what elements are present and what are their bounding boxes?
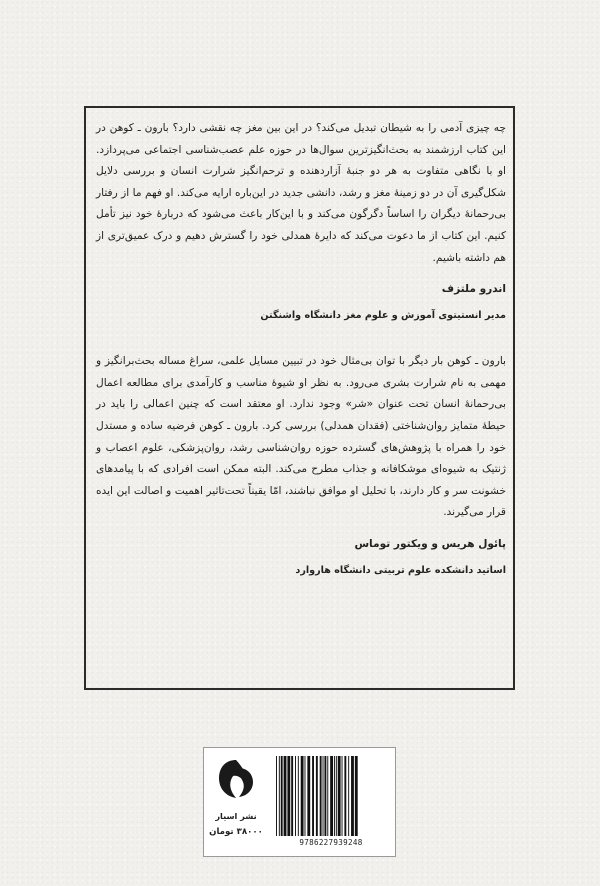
blurb-paragraph: بارون ـ کوهن بار دیگر با توان بی‌مثال خود در تبیین مسایل علمی، سراغ مساله بحث‌برانگیز و مهمی به نام شرارت بشری می‌رود. به نظر او شیوهٔ مناسب و کارآمدی برای مطالعه اعمال بی‌رحمانهٔ انسان تحت عنوان «شر» وجود ندارد. او معتقد است که چنین اعمالی را باید در حیطهٔ متمایز روان‌شناختی (فقدان همدلی) بررسی کرد. بارون ـ کوهن فرضیه ساده و مستدل خود را همراه با پژوهش‌های گسترده حوزه روان‌شناسی رشد، روان‌پزشکی، علوم اعصاب و ژنتیک به شیوه‌ای موشکافانه و جذاب مطرح می‌کند. البته ممکن است افرادی که با پیامدهای خشونت سر و کار دارند، با تحلیل او موافق نباشند، امّا یقیناً تحت‌تاثیر اهمیت و اصالت این ایده قرار می‌گیرند. — [96, 355, 506, 519]
isbn-number: 9786227939248 — [299, 838, 363, 847]
blurb-content — [96, 118, 506, 578]
barcode-image — [274, 756, 388, 836]
blurb-paragraph: چه چیزی آدمی را به شیطان تبدیل می‌کند؟ در این بین مغز چه نقشی دارد؟ بارون ـ کوهن در این کتاب ارزشمند به بحث‌انگیزترین سوال‌ها در حوزه علم عصب‌شناسی اجتماعی می‌پردازد. او با نگاهی متفاوت به هر دو جنبهٔ آزاردهنده و ترحم‌انگیز شرارت انسان و بررسی دلایل شکل‌گیری آن در دو زمینهٔ مغز و رشد، دانشی جدید در این‌باره ارایه می‌کند. او فهم ما از رفتار بی‌رحمانهٔ دیگران را اساساً دگرگون می‌کند و با این‌کار باعث می‌شود که دربارهٔ خود نیز تأمل کنیم. این کتاب از ما دعوت می‌کند که دایرهٔ همدلی خود را گسترش دهیم و درک عمیق‌تری از هم داشته باشیم. — [96, 122, 506, 264]
publisher-logo-icon — [213, 756, 259, 802]
blurb-affiliation: اساتید دانشکده علوم تربیتی دانشگاه هاروارد — [295, 564, 506, 576]
blurb-author: اندرو ملتزف — [441, 283, 506, 296]
blurb-affiliation: مدیر انستیتوی آموزش و علوم مغز دانشگاه واشنگتن — [260, 310, 506, 322]
section-gap — [96, 323, 506, 351]
publisher-name: نشر اسیار — [215, 811, 257, 821]
price-label: ۳۸۰۰۰ تومان — [209, 827, 263, 837]
barcode-panel — [203, 747, 396, 857]
blurb-author: پائول هریس و ویکتور توماس — [354, 537, 506, 550]
